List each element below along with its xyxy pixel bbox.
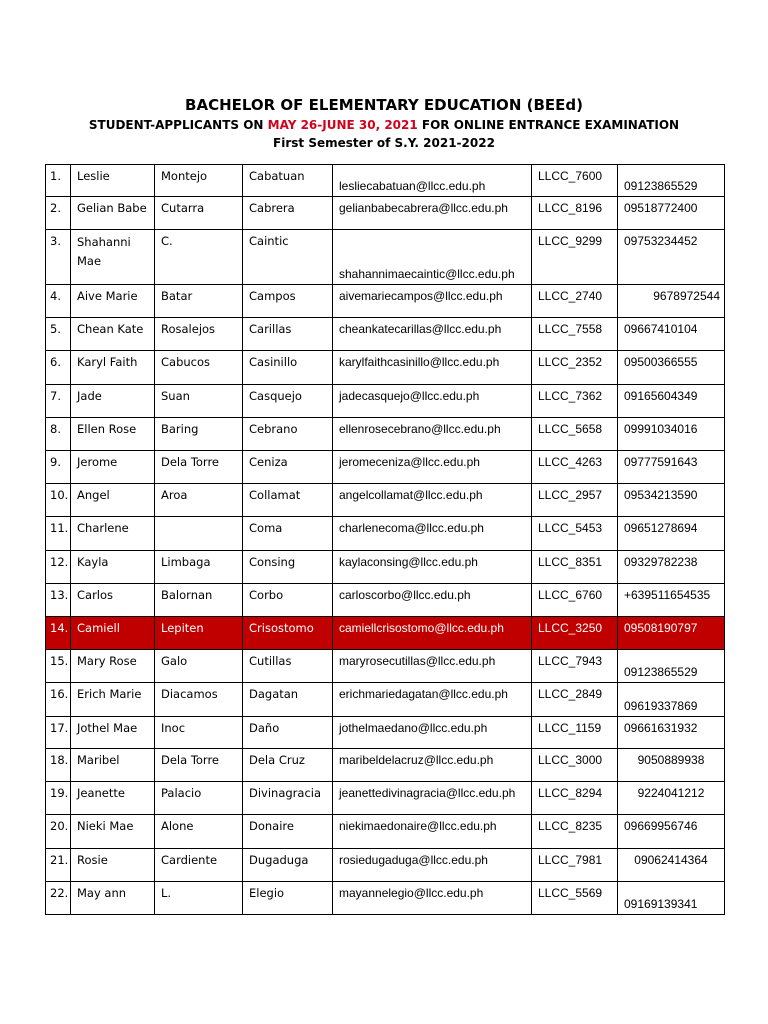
email-cell: niekimaedonaire@llcc.edu.ph [333,815,532,849]
subtitle-suffix: FOR ONLINE ENTRANCE EXAMINATION [417,118,680,132]
email-cell: maryrosecutillas@llcc.edu.ph [333,650,532,683]
first-name: Chean Kate [71,318,155,351]
phone-number: 09991034016 [618,418,725,451]
applicant-code: LLCC_6760 [532,584,618,617]
row-number: 7. [46,385,71,418]
row-number: 10. [46,484,71,517]
applicant-code: LLCC_4263 [532,451,618,484]
row-number: 20. [46,815,71,849]
last-name: Ceniza [243,451,333,484]
applicant-code: LLCC_7362 [532,385,618,418]
middle-name: Cutarra [155,197,243,230]
row-number: 8. [46,418,71,451]
table-row [46,882,725,915]
applicant-code: LLCC_3250 [532,617,618,650]
phone-number: 09123865529 [618,165,725,197]
applicant-code: LLCC_5453 [532,517,618,551]
first-name: Camiell [71,617,155,650]
last-name: Collamat [243,484,333,517]
applicant-code: LLCC_1159 [532,717,618,749]
phone-number: 09619337869 [618,683,725,717]
phone-number: 09753234452 [618,230,725,285]
email-cell: charlenecoma@llcc.edu.ph [333,517,532,551]
row-number: 6. [46,351,71,385]
table-row [46,230,725,285]
middle-name: Inoc [155,717,243,749]
applicant-code: LLCC_2740 [532,285,618,318]
table-row [46,782,725,815]
subtitle-dates: MAY 26-JUNE 30, 2021 [267,118,418,132]
last-name: Cutillas [243,650,333,683]
row-number: 2. [46,197,71,230]
last-name: Crisostomo [243,617,333,650]
applicant-code: LLCC_7943 [532,650,618,683]
last-name: Casinillo [243,351,333,385]
applicants-table-body [46,165,725,915]
phone-number: 09500366555 [618,351,725,385]
table-row [46,197,725,230]
applicant-code: LLCC_5569 [532,882,618,915]
middle-name: Dela Torre [155,749,243,782]
first-name: Charlene [71,517,155,551]
row-number: 5. [46,318,71,351]
phone-number: 09329782238 [618,551,725,584]
middle-name: Balornan [155,584,243,617]
middle-name: Limbaga [155,551,243,584]
last-name: Dagatan [243,683,333,717]
first-name: Erich Marie [71,683,155,717]
phone-number: 09661631932 [618,717,725,749]
email-cell: camiellcrisostomo@llcc.edu.ph [333,617,532,650]
first-name: Karyl Faith [71,351,155,385]
phone-number: 09669956746 [618,815,725,849]
table-row [46,484,725,517]
last-name: Donaire [243,815,333,849]
row-number: 18. [46,749,71,782]
row-number: 3. [46,230,71,285]
phone-number: 09777591643 [618,451,725,484]
middle-name: Alone [155,815,243,849]
phone-number: +639511654535 [618,584,725,617]
applicant-code: LLCC_7600 [532,165,618,197]
phone-number: 09518772400 [618,197,725,230]
row-number: 15. [46,650,71,683]
middle-name: Rosalejos [155,318,243,351]
middle-name: Batar [155,285,243,318]
table-row [46,418,725,451]
email-cell: angelcollamat@llcc.edu.ph [333,484,532,517]
phone-number: 9050889938 [618,749,725,782]
phone-number: 09169139341 [618,882,725,915]
email-cell: shahannimaecaintic@llcc.edu.ph [333,230,532,285]
document-title: BACHELOR OF ELEMENTARY EDUCATION (BEEd) [185,96,583,114]
table-row [46,318,725,351]
last-name: Campos [243,285,333,318]
email-cell: erichmariedagatan@llcc.edu.ph [333,683,532,717]
last-name: Coma [243,517,333,551]
table-row [46,451,725,484]
email-cell: ellenrosecebrano@llcc.edu.ph [333,418,532,451]
applicant-code: LLCC_7981 [532,849,618,882]
applicant-code: LLCC_7558 [532,318,618,351]
last-name: Dela Cruz [243,749,333,782]
table-row [46,285,725,318]
applicant-code: LLCC_2849 [532,683,618,717]
row-number: 17. [46,717,71,749]
last-name: Cebrano [243,418,333,451]
first-name: Jothel Mae [71,717,155,749]
table-row [46,683,725,717]
phone-number: 09651278694 [618,517,725,551]
email-cell: aivemariecampos@llcc.edu.ph [333,285,532,318]
row-number: 9. [46,451,71,484]
applicant-code: LLCC_5658 [532,418,618,451]
first-name: Maribel [71,749,155,782]
phone-number: 9678972544 [618,285,725,318]
first-name: Mary Rose [71,650,155,683]
email-cell: kaylaconsing@llcc.edu.ph [333,551,532,584]
phone-number: 09165604349 [618,385,725,418]
row-number: 4. [46,285,71,318]
first-name: Leslie [71,165,155,197]
phone-number: 09123865529 [618,650,725,683]
email-cell: maribeldelacruz@llcc.edu.ph [333,749,532,782]
row-number: 13. [46,584,71,617]
table-row [46,815,725,849]
phone-number: 09508190797 [618,617,725,650]
middle-name [155,517,243,551]
last-name: Elegio [243,882,333,915]
table-row [46,385,725,418]
email-cell: jadecasquejo@llcc.edu.ph [333,385,532,418]
row-number: 22. [46,882,71,915]
middle-name: L. [155,882,243,915]
applicants-table [45,164,725,915]
first-name: Aive Marie [71,285,155,318]
first-name: Angel [71,484,155,517]
last-name: Cabatuan [243,165,333,197]
applicant-code: LLCC_2957 [532,484,618,517]
last-name: Caintic [243,230,333,285]
email-cell: jeromeceniza@llcc.edu.ph [333,451,532,484]
last-name: Dugaduga [243,849,333,882]
email-cell: gelianbabecabrera@llcc.edu.ph [333,197,532,230]
first-name: Carlos [71,584,155,617]
last-name: Daño [243,717,333,749]
row-number: 12. [46,551,71,584]
first-name: Jerome [71,451,155,484]
document-subtitle [0,118,768,132]
last-name: Corbo [243,584,333,617]
table-row [46,584,725,617]
semester-line: First Semester of S.Y. 2021-2022 [273,136,495,150]
first-name: Rosie [71,849,155,882]
row-number: 11. [46,517,71,551]
table-row [46,551,725,584]
applicant-code: LLCC_8351 [532,551,618,584]
first-name: Jade [71,385,155,418]
middle-name: C. [155,230,243,285]
table-row [46,749,725,782]
table-row [46,650,725,683]
first-name: Ellen Rose [71,418,155,451]
row-number: 16. [46,683,71,717]
middle-name: Aroa [155,484,243,517]
first-name: Shahanni Mae [71,230,155,285]
middle-name: Dela Torre [155,451,243,484]
table-row [46,849,725,882]
first-name: Nieki Mae [71,815,155,849]
email-cell: lesliecabatuan@llcc.edu.ph [333,165,532,197]
middle-name: Diacamos [155,683,243,717]
last-name: Consing [243,551,333,584]
email-cell: cheankatecarillas@llcc.edu.ph [333,318,532,351]
email-cell: jeanettedivinagracia@llcc.edu.ph [333,782,532,815]
email-cell: mayannelegio@llcc.edu.ph [333,882,532,915]
row-number: 21. [46,849,71,882]
phone-number: 09062414364 [618,849,725,882]
table-row [46,165,725,197]
table-row [46,617,725,650]
last-name: Carillas [243,318,333,351]
table-row [46,717,725,749]
middle-name: Baring [155,418,243,451]
email-cell: karylfaithcasinillo@llcc.edu.ph [333,351,532,385]
middle-name: Palacio [155,782,243,815]
middle-name: Montejo [155,165,243,197]
first-name: Kayla [71,551,155,584]
row-number: 19. [46,782,71,815]
email-cell: carloscorbo@llcc.edu.ph [333,584,532,617]
table-row [46,517,725,551]
middle-name: Galo [155,650,243,683]
first-name: Gelian Babe [71,197,155,230]
first-name: Jeanette [71,782,155,815]
applicant-code: LLCC_9299 [532,230,618,285]
applicant-code: LLCC_3000 [532,749,618,782]
row-number: 1. [46,165,71,197]
phone-number: 09534213590 [618,484,725,517]
last-name: Cabrera [243,197,333,230]
row-number: 14. [46,617,71,650]
first-name: May ann [71,882,155,915]
middle-name: Suan [155,385,243,418]
last-name: Divinagracia [243,782,333,815]
middle-name: Cardiente [155,849,243,882]
applicant-code: LLCC_8294 [532,782,618,815]
phone-number: 09667410104 [618,318,725,351]
email-cell: rosiedugaduga@llcc.edu.ph [333,849,532,882]
subtitle-prefix: STUDENT-APPLICANTS ON [88,118,268,132]
applicant-code: LLCC_8196 [532,197,618,230]
phone-number: 9224041212 [618,782,725,815]
applicant-code: LLCC_8235 [532,815,618,849]
last-name: Casquejo [243,385,333,418]
middle-name: Lepiten [155,617,243,650]
email-cell: jothelmaedano@llcc.edu.ph [333,717,532,749]
table-row [46,351,725,385]
middle-name: Cabucos [155,351,243,385]
applicant-code: LLCC_2352 [532,351,618,385]
